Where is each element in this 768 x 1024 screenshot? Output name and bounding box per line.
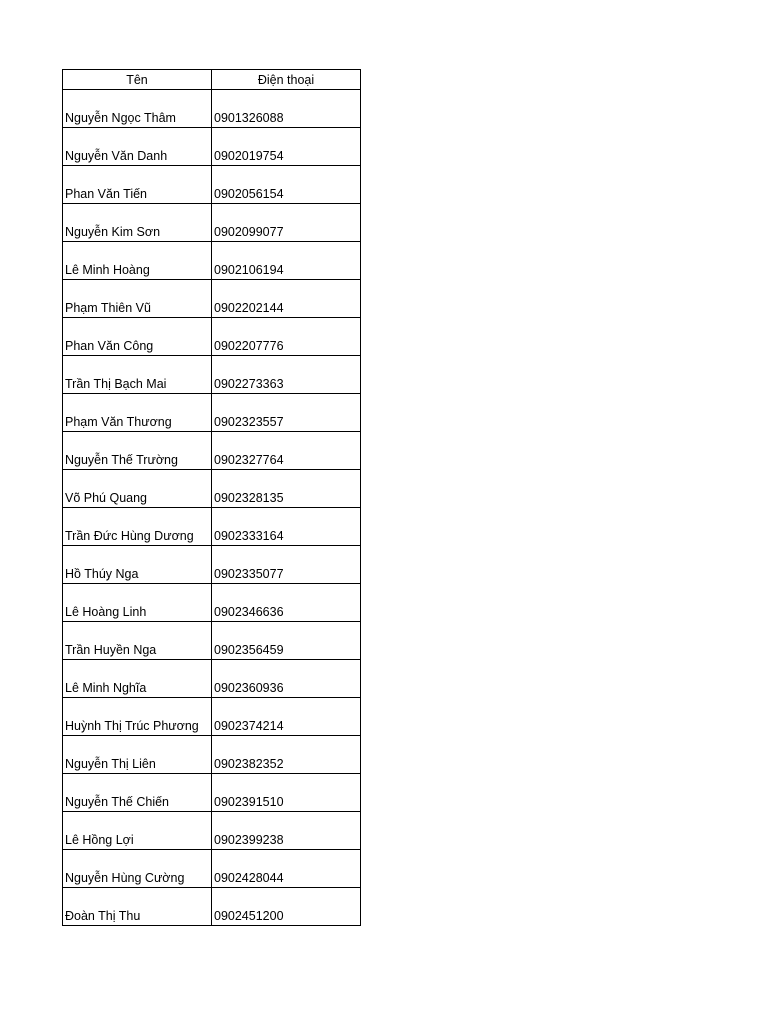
contact-sheet <box>62 69 361 926</box>
table-header-row <box>63 70 361 90</box>
table-row <box>63 888 361 926</box>
table-row <box>63 508 361 546</box>
table-row <box>63 280 361 318</box>
name-cell: Phạm Thiên Vũ <box>63 280 212 318</box>
name-cell: Lê Minh Hoàng <box>63 242 212 280</box>
name-cell: Phan Văn Công <box>63 318 212 356</box>
table-row <box>63 660 361 698</box>
table-row <box>63 736 361 774</box>
phone-cell: 0902323557 <box>212 394 361 432</box>
phone-cell: 0902333164 <box>212 508 361 546</box>
name-cell: Lê Minh Nghĩa <box>63 660 212 698</box>
table-row <box>63 584 361 622</box>
name-cell: Nguyễn Văn Danh <box>63 128 212 166</box>
phone-cell: 0902346636 <box>212 584 361 622</box>
phone-column-header: Điện thoại <box>212 70 361 90</box>
name-column-header: Tên <box>63 70 212 90</box>
name-cell: Trần Huyền Nga <box>63 622 212 660</box>
name-cell: Nguyễn Thế Trường <box>63 432 212 470</box>
name-cell: Nguyễn Hùng Cường <box>63 850 212 888</box>
phone-cell: 0902207776 <box>212 318 361 356</box>
table-row <box>63 546 361 584</box>
phone-cell: 0902273363 <box>212 356 361 394</box>
phone-cell: 0902451200 <box>212 888 361 926</box>
table-row <box>63 432 361 470</box>
phone-cell: 0902056154 <box>212 166 361 204</box>
table-row <box>63 774 361 812</box>
table-row <box>63 356 361 394</box>
name-cell: Phạm Văn Thương <box>63 394 212 432</box>
phone-cell: 0902019754 <box>212 128 361 166</box>
name-cell: Võ Phú Quang <box>63 470 212 508</box>
phone-cell: 0902382352 <box>212 736 361 774</box>
contacts-table <box>62 69 361 926</box>
phone-cell: 0902399238 <box>212 812 361 850</box>
name-cell: Hồ Thúy Nga <box>63 546 212 584</box>
phone-cell: 0902106194 <box>212 242 361 280</box>
name-cell: Lê Hồng Lợi <box>63 812 212 850</box>
name-cell: Nguyễn Thị Liên <box>63 736 212 774</box>
name-cell: Huỳnh Thị Trúc Phương <box>63 698 212 736</box>
table-row <box>63 166 361 204</box>
phone-cell: 0902327764 <box>212 432 361 470</box>
name-cell: Nguyễn Thế Chiến <box>63 774 212 812</box>
table-row <box>63 698 361 736</box>
phone-cell: 0902391510 <box>212 774 361 812</box>
phone-cell: 0901326088 <box>212 90 361 128</box>
table-row <box>63 90 361 128</box>
name-cell: Trần Thị Bạch Mai <box>63 356 212 394</box>
table-row <box>63 812 361 850</box>
phone-cell: 0902374214 <box>212 698 361 736</box>
phone-cell: 0902360936 <box>212 660 361 698</box>
phone-cell: 0902099077 <box>212 204 361 242</box>
name-cell: Nguyễn Kim Sơn <box>63 204 212 242</box>
phone-cell: 0902356459 <box>212 622 361 660</box>
table-row <box>63 622 361 660</box>
table-row <box>63 850 361 888</box>
name-cell: Trần Đức Hùng Dương <box>63 508 212 546</box>
table-row <box>63 242 361 280</box>
phone-cell: 0902328135 <box>212 470 361 508</box>
table-row <box>63 318 361 356</box>
table-body <box>63 90 361 926</box>
table-row <box>63 470 361 508</box>
name-cell: Phan Văn Tiến <box>63 166 212 204</box>
table-row <box>63 204 361 242</box>
phone-cell: 0902335077 <box>212 546 361 584</box>
phone-cell: 0902428044 <box>212 850 361 888</box>
phone-cell: 0902202144 <box>212 280 361 318</box>
table-row <box>63 394 361 432</box>
name-cell: Nguyễn Ngọc Thâm <box>63 90 212 128</box>
name-cell: Đoàn Thị Thu <box>63 888 212 926</box>
name-cell: Lê Hoàng Linh <box>63 584 212 622</box>
table-row <box>63 128 361 166</box>
